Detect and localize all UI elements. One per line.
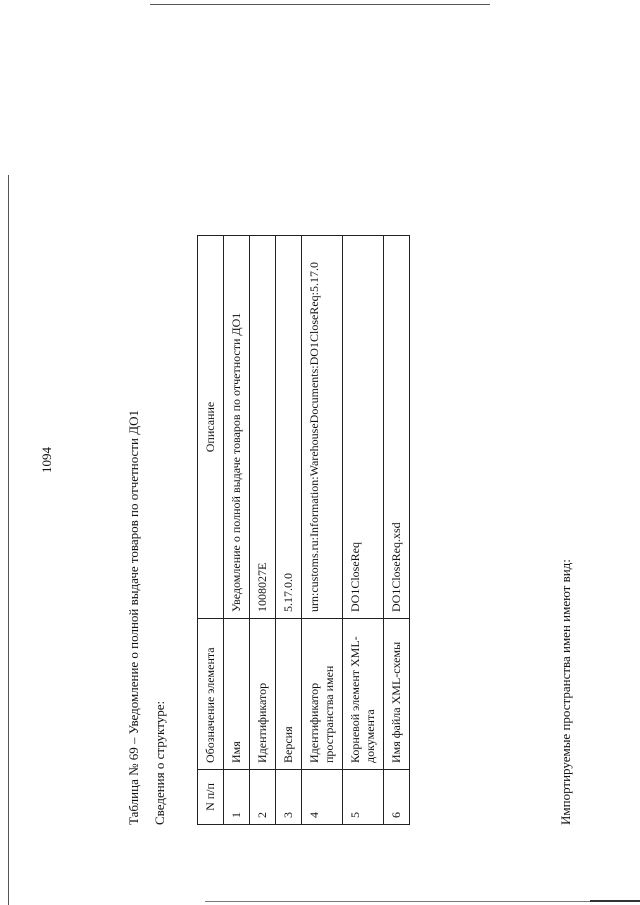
structure-table — [197, 235, 410, 825]
header-number: N п/п — [198, 770, 224, 825]
header-description: Описание — [198, 236, 224, 619]
row-description: 5.17.0.0 — [276, 236, 302, 619]
table-header-row — [198, 236, 224, 825]
row-number: 2 — [250, 770, 276, 825]
table-caption: Таблица № 69 – Уведомление о полной выдаче товаров по отчетности ДО1 — [126, 410, 141, 825]
row-number: 5 — [343, 770, 384, 825]
table-row — [302, 236, 343, 825]
row-description: DO1CloseReq — [343, 236, 384, 619]
row-element-name: Идентификатор пространства имен — [302, 619, 343, 770]
row-description: DO1CloseReq.xsd — [384, 236, 410, 619]
row-description: 1008027E — [250, 236, 276, 619]
table-row — [276, 236, 302, 825]
row-number: 3 — [276, 770, 302, 825]
table-row — [384, 236, 410, 825]
table-row — [250, 236, 276, 825]
page-number: 1094 — [39, 447, 54, 473]
row-element-name: Версия — [276, 619, 302, 770]
row-description: Уведомление о полной выдаче товаров по отчетности ДО1 — [224, 236, 250, 619]
header-element-name: Обозначение элемента — [198, 619, 224, 770]
row-element-name: Имя — [224, 619, 250, 770]
namespaces-note: Импортируемые пространства имен имеют вид: — [558, 559, 573, 825]
row-element-name: Корневой элемент XML-документа — [343, 619, 384, 770]
table-row — [343, 236, 384, 825]
row-element-name: Идентификатор — [250, 619, 276, 770]
row-element-name: Имя файла XML-схемы — [384, 619, 410, 770]
table-row — [224, 236, 250, 825]
row-number: 6 — [384, 770, 410, 825]
row-description: urn:customs.ru:Information:WarehouseDocuments:DO1CloseReq:5.17.0 — [302, 236, 343, 619]
row-number: 4 — [302, 770, 343, 825]
structure-intro: Сведения о структуре: — [152, 700, 167, 825]
row-number: 1 — [224, 770, 250, 825]
